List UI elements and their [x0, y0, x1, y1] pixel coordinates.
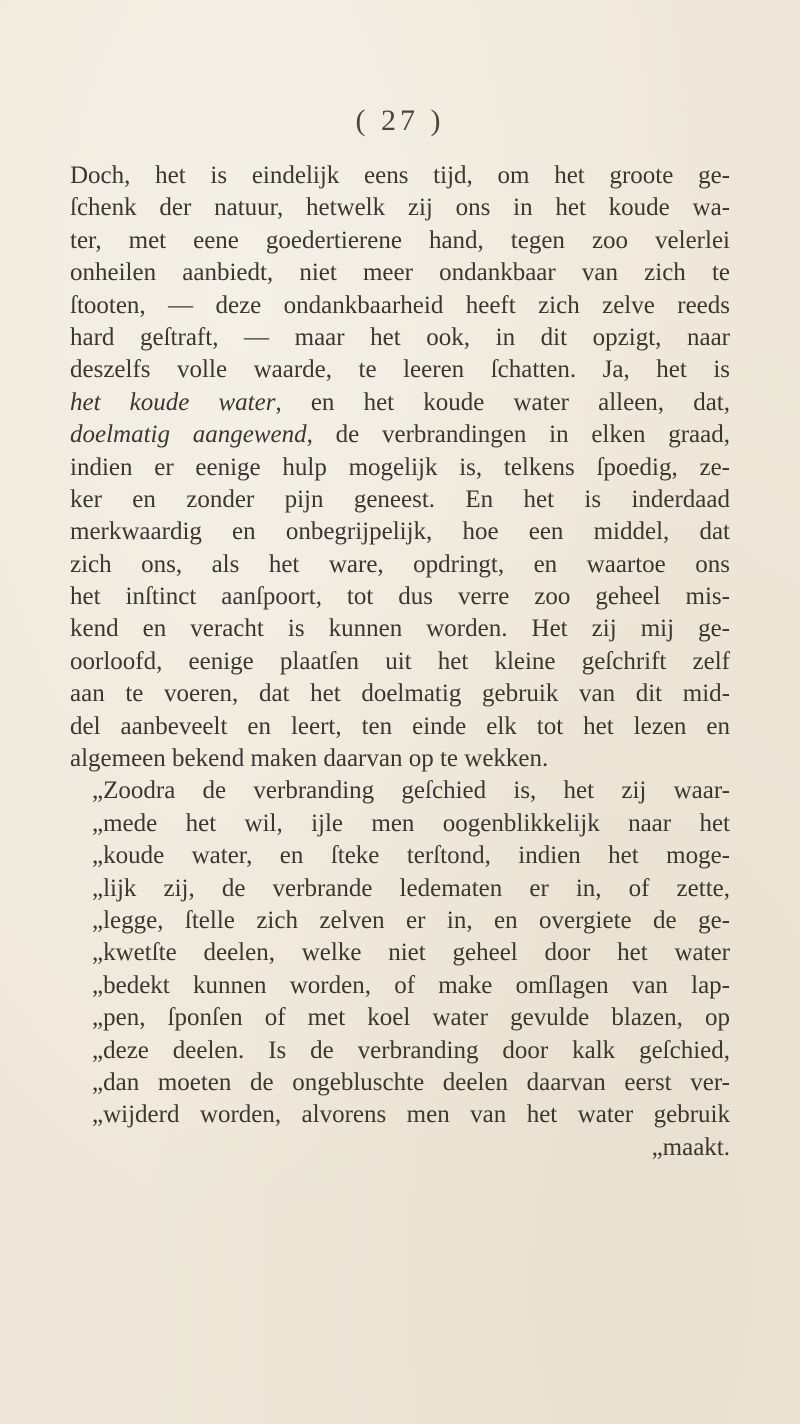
- quote-line: „dan moeten de ongebluschte deelen daarvan eerst ver-: [92, 1068, 730, 1096]
- quote-line-end: „maakt.: [651, 1133, 730, 1161]
- text-line: ſtooten, — deze ondankbaarheid heeft zich zelve reeds: [70, 291, 730, 319]
- text-line: indien er eenige hulp mogelijk is, telkens ſpoedig, ze-: [70, 453, 730, 481]
- body-text: [70, 160, 730, 1164]
- text-line: ker en zonder pijn geneest. En het is inderdaad: [70, 485, 730, 513]
- text-line: Doch, het is eindelijk eens tijd, om het groote ge-: [70, 162, 730, 189]
- quote-line: „kwetſte deelen, welke niet geheel door het water: [92, 939, 730, 967]
- quote-line: „Zoodra de verbranding geſchied is, het zij waar-: [92, 777, 730, 805]
- italic-emphasis: het koude water: [70, 388, 276, 416]
- quote-line: „koude water, en ſteke terſtond, indien het moge-: [92, 842, 730, 870]
- text-line: algemeen bekend maken daarvan op te wekken.: [70, 745, 549, 773]
- text-line: deszelfs volle waarde, te leeren ſchatten. Ja, het is: [70, 356, 730, 384]
- text-line: onheilen aanbiedt, niet meer ondankbaar van zich te: [70, 259, 730, 287]
- text-line: kend en veracht is kunnen worden. Het zij mij ge-: [70, 615, 730, 643]
- quote-line: „pen, ſponſen of met koel water gevulde blazen, op: [92, 1004, 730, 1032]
- quote-line: „bedekt kunnen worden, of make omſlagen van lap-: [92, 971, 730, 999]
- quote-line: „deze deelen. Is de verbranding door kalk geſchied,: [92, 1036, 730, 1064]
- quote-line: „wijderd worden, alvorens men van het water gebruik: [92, 1101, 730, 1129]
- italic-emphasis: doelmatig aangewend: [70, 421, 307, 449]
- text-line: aan te voeren, dat het doelmatig gebruik van dit mid-: [70, 680, 730, 708]
- text-line-italic-lead: het koude water, en het koude water alleen, dat,: [70, 388, 730, 416]
- text-line: hard geſtraft, — maar het ook, in dit opzigt, naar: [70, 323, 730, 351]
- text-line-italic-lead: doelmatig aangewend, de verbrandingen in elken graad,: [70, 421, 730, 449]
- text-line: ter, met eene goedertierene hand, tegen zoo velerlei: [70, 226, 730, 254]
- page-number: ( 27 ): [355, 104, 445, 137]
- text-line: merkwaardig en onbegrijpelijk, hoe een middel, dat: [70, 518, 730, 546]
- text-line: ſchenk der natuur, hetwelk zij ons in het koude wa-: [70, 194, 730, 222]
- text-line: zich ons, als het ware, opdringt, en waartoe ons: [70, 550, 730, 578]
- quote-line: „legge, ſtelle zich zelven er in, en overgiete de ge-: [92, 906, 730, 934]
- quote-line: „mede het wil, ijle men oogenblikkelijk naar het: [92, 809, 730, 837]
- text-line: het inſtinct aanſpoort, tot dus verre zoo geheel mis-: [70, 583, 730, 611]
- text-line: del aanbeveelt en leert, ten einde elk tot het lezen en: [70, 712, 730, 740]
- text-line: oorloofd, eenige plaatſen uit het kleine geſchrift zelf: [70, 647, 730, 675]
- quote-line: „lijk zij, de verbrande ledematen er in, of zette,: [92, 874, 730, 902]
